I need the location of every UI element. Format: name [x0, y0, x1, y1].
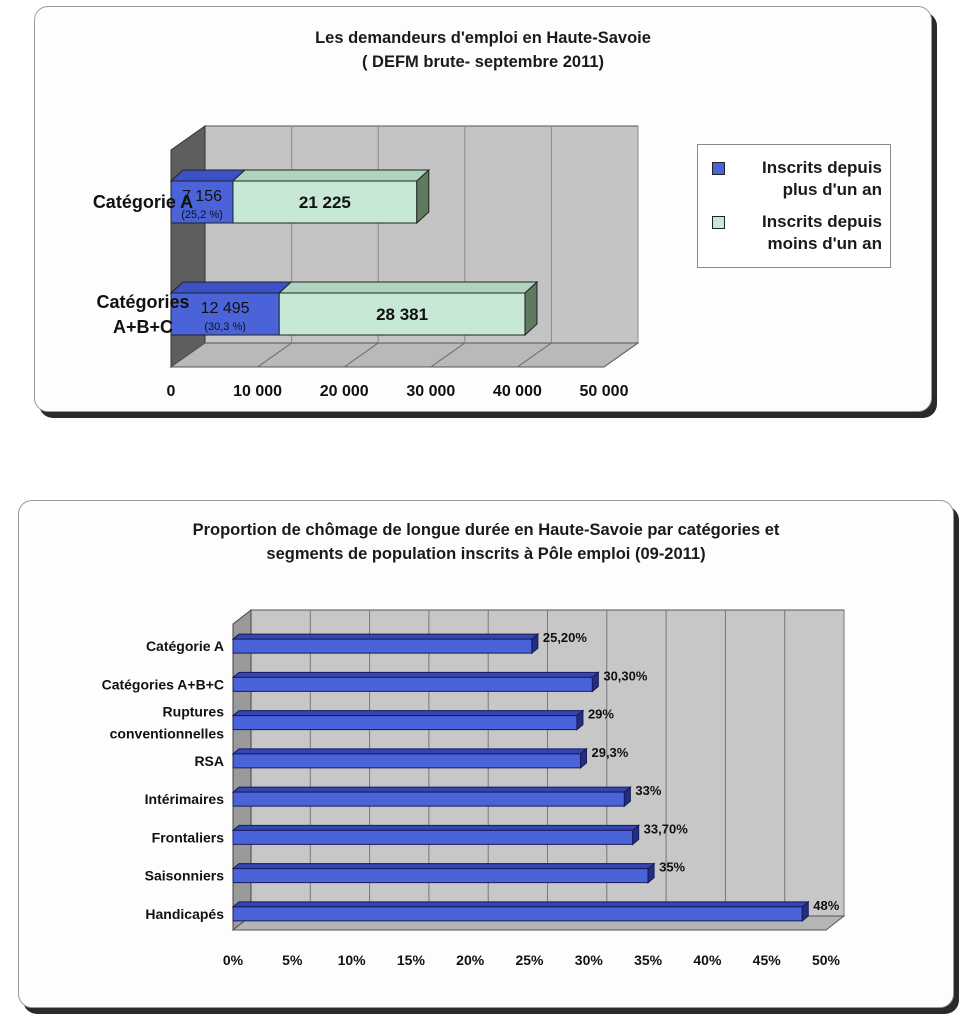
legend-label-line: Inscrits depuis [762, 158, 882, 177]
category-label: Intérimaires [144, 791, 224, 808]
bar-top [233, 634, 538, 639]
bar-top [233, 902, 808, 907]
category-label: Saisonniers [144, 867, 224, 884]
legend-label-line: Inscrits depuis [762, 212, 882, 231]
data-label: 48% [813, 897, 840, 913]
x-tick-label: 5% [282, 952, 303, 968]
bar-top [233, 787, 630, 792]
category-label: Handicapés [145, 905, 224, 922]
data-label: 29% [587, 706, 614, 722]
x-tick-label: 20% [456, 952, 485, 968]
data-label: 25,20% [542, 630, 587, 646]
x-tick-label: 30% [574, 952, 603, 968]
category-label: Catégorie A [92, 192, 194, 212]
bar-top [279, 282, 537, 293]
legend-swatch-long-term [712, 162, 725, 175]
legend-item-long-term [712, 157, 882, 201]
category-label: Frontaliers [151, 829, 224, 846]
x-tick-label: 50 000 [579, 383, 629, 400]
bar-top [233, 825, 639, 830]
category-label: Catégories [96, 292, 190, 312]
chart-panel-long-term-unemployment [18, 500, 954, 1008]
horizontal-bar-chart [19, 501, 953, 1007]
x-tick-label: 35% [634, 952, 663, 968]
legend-swatch-short-term [712, 216, 725, 229]
data-label: 21 225 [298, 193, 351, 212]
data-sublabel: (25,2 %) [181, 209, 223, 221]
x-tick-label: 0% [222, 952, 244, 968]
bar-top [171, 170, 245, 181]
x-tick-label: 40 000 [492, 383, 542, 400]
bar-top [233, 672, 598, 677]
data-label: 28 381 [376, 305, 429, 324]
category-label: Catégories A+B+C [101, 676, 224, 693]
category-label: A+B+C [112, 317, 174, 337]
bar-top [233, 749, 586, 754]
x-tick-label: 0 [166, 383, 176, 400]
chart-title: Proportion de chômage de longue durée en Haute-Savoie par catégories et [192, 521, 780, 539]
category-label: Catégorie A [145, 638, 224, 655]
data-label: 35% [659, 859, 686, 875]
x-tick-label: 10 000 [233, 383, 283, 400]
chart-panel-job-seekers [34, 6, 932, 412]
x-tick-label: 20 000 [319, 383, 369, 400]
data-label: 29,3% [591, 744, 629, 760]
x-tick-label: 25% [515, 952, 544, 968]
category-label: RSA [194, 752, 224, 769]
data-label: 33% [635, 783, 662, 799]
data-sublabel: (30,3 %) [204, 321, 246, 333]
x-tick-label: 50% [811, 952, 841, 968]
legend-label-line: plus d'un an [782, 180, 882, 199]
x-tick-label: 10% [337, 952, 366, 968]
x-tick-label: 45% [752, 952, 781, 968]
bar [233, 716, 577, 730]
category-label: conventionnelles [109, 725, 224, 742]
bar [233, 639, 532, 653]
plot-floor [171, 343, 638, 367]
bar [233, 677, 592, 691]
legend-item-short-term [712, 211, 882, 255]
bar [233, 792, 624, 806]
bar-top [233, 711, 583, 716]
x-tick-label: 40% [693, 952, 722, 968]
bar-top [233, 864, 654, 869]
x-tick-label: 30 000 [406, 383, 456, 400]
chart-subtitle: ( DEFM brute- septembre 2011) [361, 53, 605, 71]
x-tick-label: 15% [396, 952, 425, 968]
chart-title-line-2: segments de population inscrits à Pôle emploi (09-2011) [266, 545, 706, 563]
data-label: 12 495 [200, 300, 250, 317]
bar-top [233, 170, 429, 181]
bar [233, 869, 648, 883]
data-label: 7 156 [181, 188, 223, 205]
data-label: 33,70% [643, 821, 688, 837]
chart-title: Les demandeurs d'emploi en Haute-Savoie [315, 29, 651, 47]
category-label: Ruptures [162, 703, 224, 720]
data-label: 30,30% [603, 668, 648, 684]
bar [233, 754, 580, 768]
legend-label-line: moins d'un an [767, 234, 882, 253]
chart-legend [697, 144, 891, 268]
bar [233, 907, 802, 921]
bar [233, 830, 633, 844]
